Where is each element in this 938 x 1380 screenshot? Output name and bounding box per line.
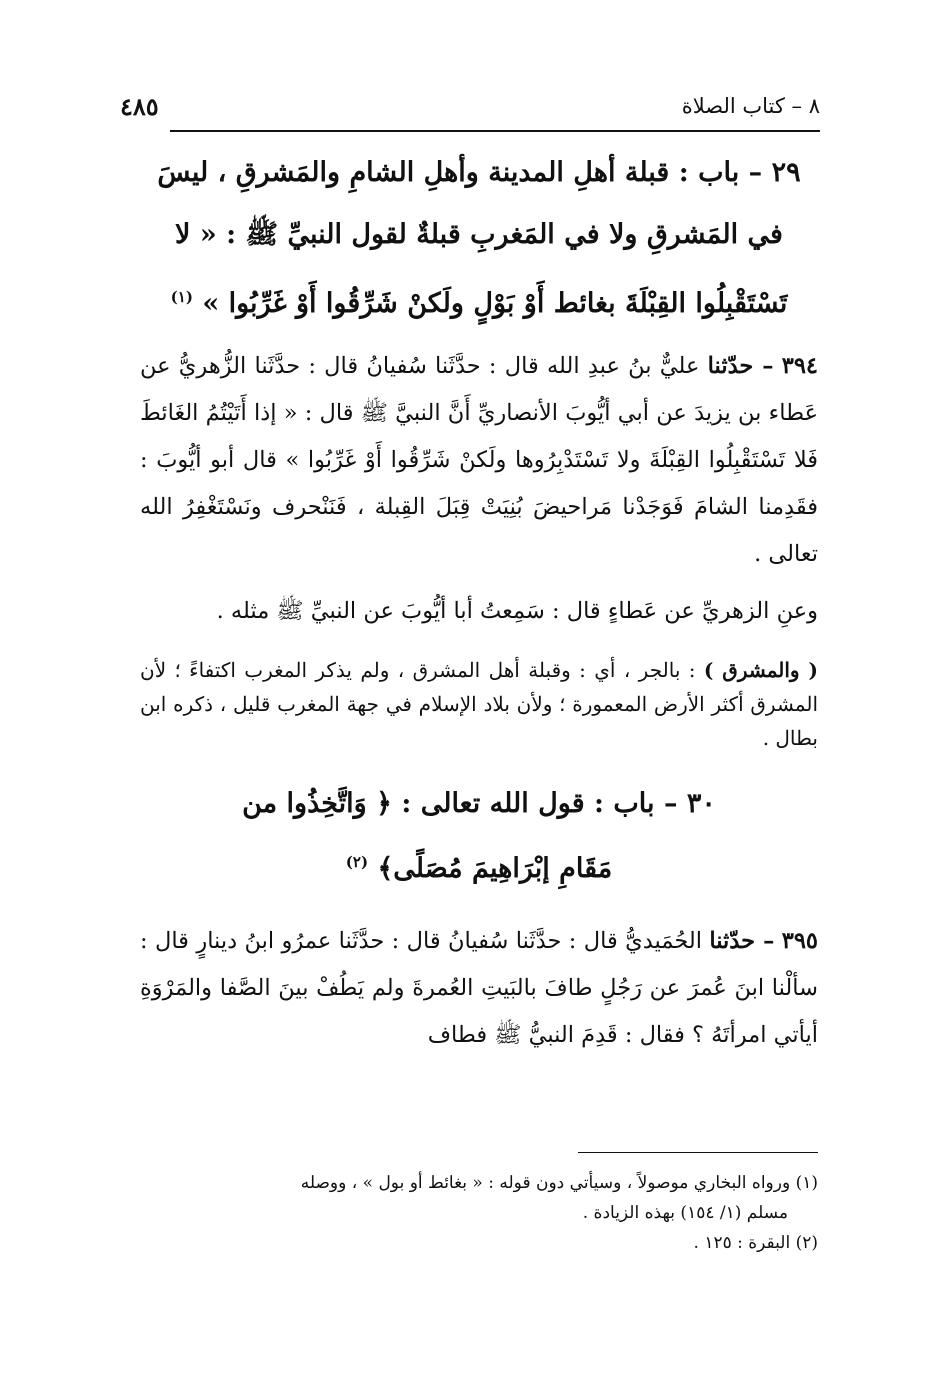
footnotes	[140, 1168, 818, 1258]
page-number: ٤٨٥	[120, 91, 159, 121]
chapter-30-title-line2-wrap	[140, 833, 818, 898]
chapter-29-title	[140, 142, 818, 335]
hadith-394-text: عليٌّ بنُ عبدِ الله قال : حدَّثَنا سُفيانُ قال : حدَّثَنا الزُّهريُّ عن عَطاء بن يزيدَ عن أبي أيُّوبَ الأنصاريِّ أَنَّ النبيَّ ﷺ قال : « إذا أَتَيْتُمُ الغَائطَ فَلا تَسْتَقْبِلُوا القِبْلَةَ ولا تَسْتَدْبِرُوها ولَكنْ شَرِّقُوا أَوْ غَرِّبُوا » قال أبو أيُّوبَ : فقَدِمنا الشامَ فَوَجَدْنا مَراحيضَ بُنِيَتْ قِبَلَ القِبلة ، فَنَنْحرف ونَسْتَغْفِرُ الله تعالى .	[140, 353, 818, 567]
footnote-rule	[578, 1152, 818, 1153]
hadith-394-lead: – حدّثنا	[707, 353, 774, 379]
footnote-2: (٢) البقرة : ١٢٥ .	[693, 1233, 818, 1253]
hadith-394	[140, 343, 818, 578]
hadith-395	[140, 918, 818, 1059]
hadith-394-number: ٣٩٤	[781, 353, 819, 379]
footnote-1-line1: (١) ورواه البخاري موصولاً ، وسيأتي دون قوله : « بغائط أو بول » ، ووصله	[300, 1173, 818, 1193]
footnote-ref-2[interactable]: (٢)	[345, 853, 369, 871]
hadith-395-number: ٣٩٥	[781, 928, 819, 954]
chapter-30-title-line2: مَقَامِ إبْرَاهِيمَ مُصَلًى﴾	[377, 853, 613, 884]
running-chapter-title: ٨ – كتاب الصلاة	[681, 94, 820, 118]
footnote-ref-1[interactable]: (١)	[170, 288, 193, 306]
main-text	[140, 142, 818, 1069]
chapter-29-title-text: ٢٩ – باب : قبلة أهلِ المدينة وأهلِ الشامِ والمَشرقِ ، ليسَ في المَشرقِ ولا في المَغربِ قبلةٌ لقول النبيِّ ﷺ : « لا تَسْتَقْبِلُوا القِبْلَةَ بغائط أَوْ بَوْلٍ ولَكنْ شَرِّقُوا أَوْ غَرِّبُوا »	[157, 157, 801, 319]
footnote-1-line2: مسلم (١/ ١٥٤) بهذه الزيادة .	[582, 1203, 788, 1223]
hadith-394-addendum: وعنِ الزهريِّ عن عَطاءٍ قال : سَمِعتُ أبا أيُّوبَ عن النبيِّ ﷺ مثله .	[216, 598, 818, 624]
hadith-395-lead: – حدّثنا	[709, 928, 775, 954]
chapter-30-title-line1: ٣٠ – باب : قول الله تعالى : ﴿ وَاتَّخِذُوا من	[242, 788, 716, 819]
header-rule	[170, 130, 820, 132]
commentary-term: ( والمشرق )	[703, 658, 819, 682]
chapter-30-title	[140, 775, 818, 898]
page-header	[120, 88, 820, 124]
commentary-text: : بالجر ، أي : وقبلة أهل المشرق ، ولم يذكر المغرب اكتفاءً ؛ لأن المشرق أكثر الأرض المعمورة ؛ ولأن بلاد الإسلام في جهة المغرب قليل ، ذكره ابن بطال .	[140, 658, 818, 750]
commentary-note	[140, 653, 818, 755]
hadith-395-text: الحُمَيديُّ قال : حدَّثَنا سُفيانُ قال : حدَّثَنا عمرُو ابنُ دينارٍ قال : سألْنا ابنَ عُمرَ عن رَجُلٍ طافَ بالبَيتِ العُمرةَ ولم يَطُفْ بينَ الصَّفا والمَرْوَةِ أيأتي امرأتَهُ ؟ فقال : قَدِمَ النبيُّ ﷺ فطاف	[140, 928, 818, 1048]
